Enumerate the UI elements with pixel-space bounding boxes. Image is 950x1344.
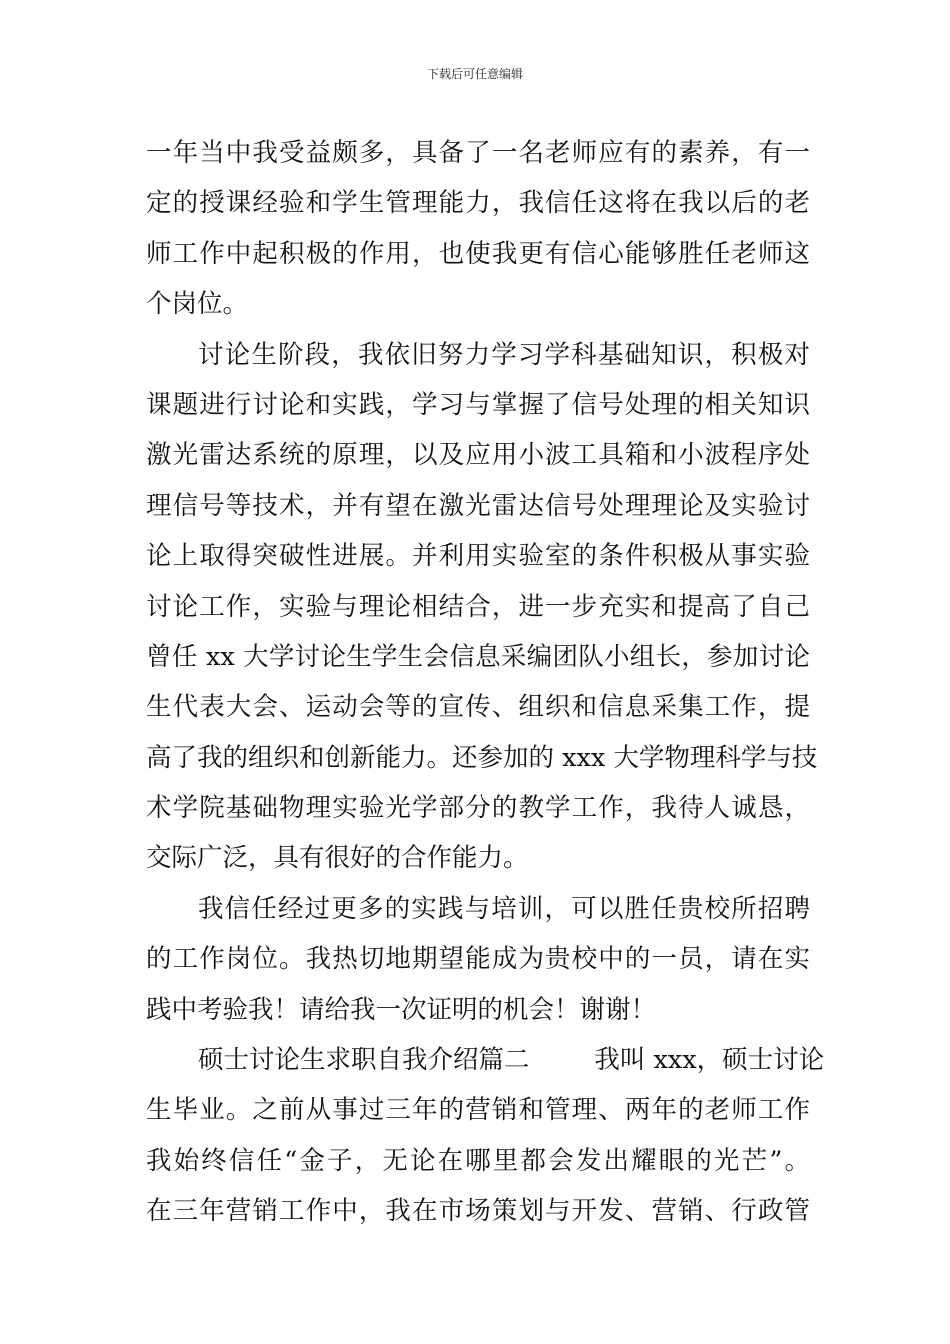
text-line: 术学院基础物理实验光学部分的教学工作，我待人诚恳，	[146, 793, 810, 824]
text-line: 一年当中我受益颇多，具备了一名老师应有的素养，有一	[146, 138, 810, 168]
text-line: 我信任经过更多的实践与培训，可以胜任贵校所招聘	[198, 893, 810, 924]
document-body	[146, 128, 825, 1237]
text-line: 曾任 xx 大学讨论生学生会信息采编团队小组长，参加讨论	[146, 641, 810, 672]
text-line: 生毕业。之前从事过三年的营销和管理、两年的老师工作	[146, 1095, 810, 1126]
text-line: 高了我的组织和创新能力。还参加的 xxx 大学物理科学与技	[146, 742, 818, 773]
text-line: 践中考验我！请给我一次证明的机会！谢谢！	[146, 994, 657, 1025]
text-line: 的工作岗位。我热切地期望能成为贵校中的一员，请在实	[146, 944, 810, 975]
text-line: 讨论生阶段，我依旧努力学习学科基础知识，积极对	[198, 339, 810, 370]
text-line: 讨论工作，实验与理论相结合，进一步充实和提高了自己	[146, 591, 810, 622]
text-line: 论上取得突破性进展。并利用实验室的条件积极从事实验	[146, 541, 810, 572]
text-line: 我始终信任“金子，无论在哪里都会发出耀眼的光芒”。	[146, 1145, 810, 1176]
text-line: 硕士讨论生求职自我介绍篇二 我叫 xxx，硕士讨论	[198, 1045, 825, 1076]
text-line: 交际广泛，具有很好的合作能力。	[146, 843, 529, 874]
text-line: 定的授课经验和学生管理能力，我信任这将在我以后的老	[146, 188, 810, 219]
text-line: 个岗位。	[146, 289, 249, 320]
text-line: 在三年营销工作中，我在市场策划与开发、营销、行政管	[146, 1196, 810, 1227]
text-line: 理信号等技术，并有望在激光雷达信号处理理论及实验讨	[146, 490, 810, 521]
text-line: 激光雷达系统的原理，以及应用小波工具箱和小波程序处	[146, 440, 810, 471]
text-line: 课题进行讨论和实践，学习与掌握了信号处理的相关知识	[146, 389, 810, 420]
page-header: 下载后可任意编辑	[426, 67, 523, 81]
text-line: 生代表大会、运动会等的宣传、组织和信息采集工作，提	[146, 692, 810, 723]
text-line: 师工作中起积极的作用，也使我更有信心能够胜任老师这	[146, 238, 810, 269]
